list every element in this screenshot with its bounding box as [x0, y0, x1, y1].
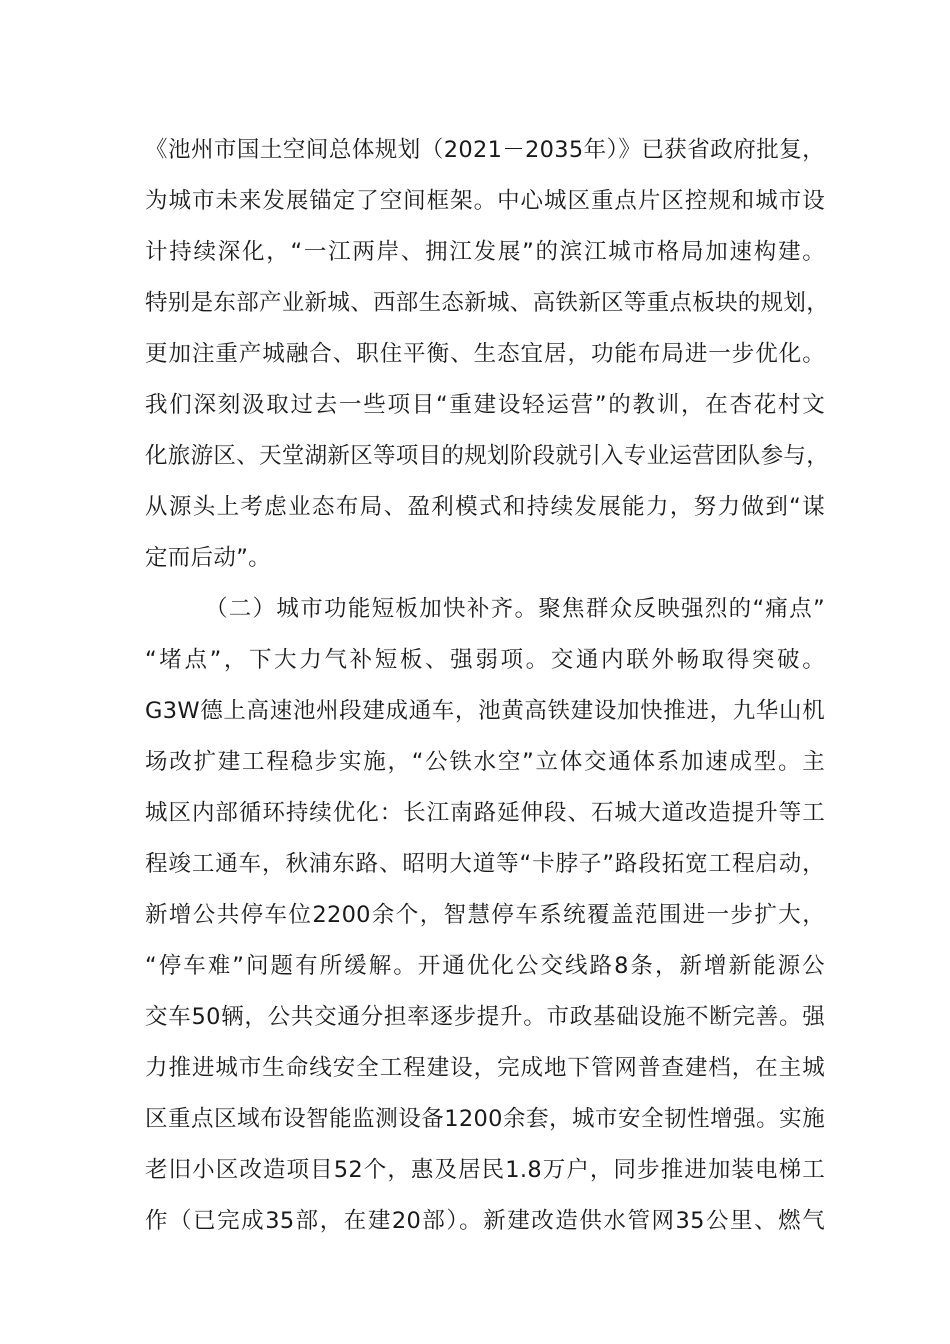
text-line: 区重点区域布设智能监测设备1200余套，城市安全韧性增强。实施 — [145, 1106, 825, 1132]
text-line: 力推进城市生命线安全工程建设，完成地下管网普查建档，在主城 — [145, 1055, 825, 1081]
text-line: G3W德上高速池州段建成通车，池黄高铁建设加快推进，九华山机 — [145, 698, 825, 724]
text-line: 从源头上考虑业态布局、盈利模式和持续发展能力，努力做到“谋 — [145, 494, 825, 520]
text-line: 更加注重产城融合、职住平衡、生态宜居，功能布局进一步优化。 — [145, 341, 825, 367]
text-line: 场改扩建工程稳步实施，“公铁水空”立体交通体系加速成型。主 — [145, 749, 825, 775]
text-line: 为城市未来发展锚定了空间框架。中心城区重点片区控规和城市设 — [145, 188, 825, 214]
text-line: 计持续深化，“一江两岸、拥江发展”的滨江城市格局加速构建。 — [145, 239, 825, 265]
text-line: 作（已完成35部，在建20部）。新建改造供水管网35公里、燃气 — [145, 1208, 825, 1234]
text-line: 我们深刻汲取过去一些项目“重建设轻运营”的教训，在杏花村文 — [145, 392, 825, 418]
text-line: 交车50辆，公共交通分担率逐步提升。市政基础设施不断完善。强 — [145, 1004, 825, 1030]
text-line: 程竣工通车，秋浦东路、昭明大道等“卡脖子”路段拓宽工程启动， — [145, 851, 825, 877]
text-line: （二）城市功能短板加快补齐。聚焦群众反映强烈的“痛点” — [205, 596, 825, 622]
text-line: “堵点”，下大力气补短板、强弱项。交通内联外畅取得突破。 — [145, 647, 825, 673]
text-line: 定而后动”。 — [145, 545, 271, 571]
text-line: 城区内部循环持续优化：长江南路延伸段、石城大道改造提升等工 — [145, 800, 825, 826]
text-line: 《池州市国土空间总体规划（2021－2035年）》已获省政府批复， — [145, 137, 825, 163]
text-line: 特别是东部产业新城、西部生态新城、高铁新区等重点板块的规划， — [145, 290, 830, 316]
text-line: 化旅游区、天堂湖新区等项目的规划阶段就引入专业运营团队参与， — [145, 443, 830, 469]
text-line: 新增公共停车位2200余个，智慧停车系统覆盖范围进一步扩大， — [145, 902, 825, 928]
text-line: “停车难”问题有所缓解。开通优化公交线路8条，新增新能源公 — [145, 953, 825, 979]
text-line: 老旧小区改造项目52个，惠及居民1.8万户，同步推进加装电梯工 — [145, 1157, 825, 1183]
